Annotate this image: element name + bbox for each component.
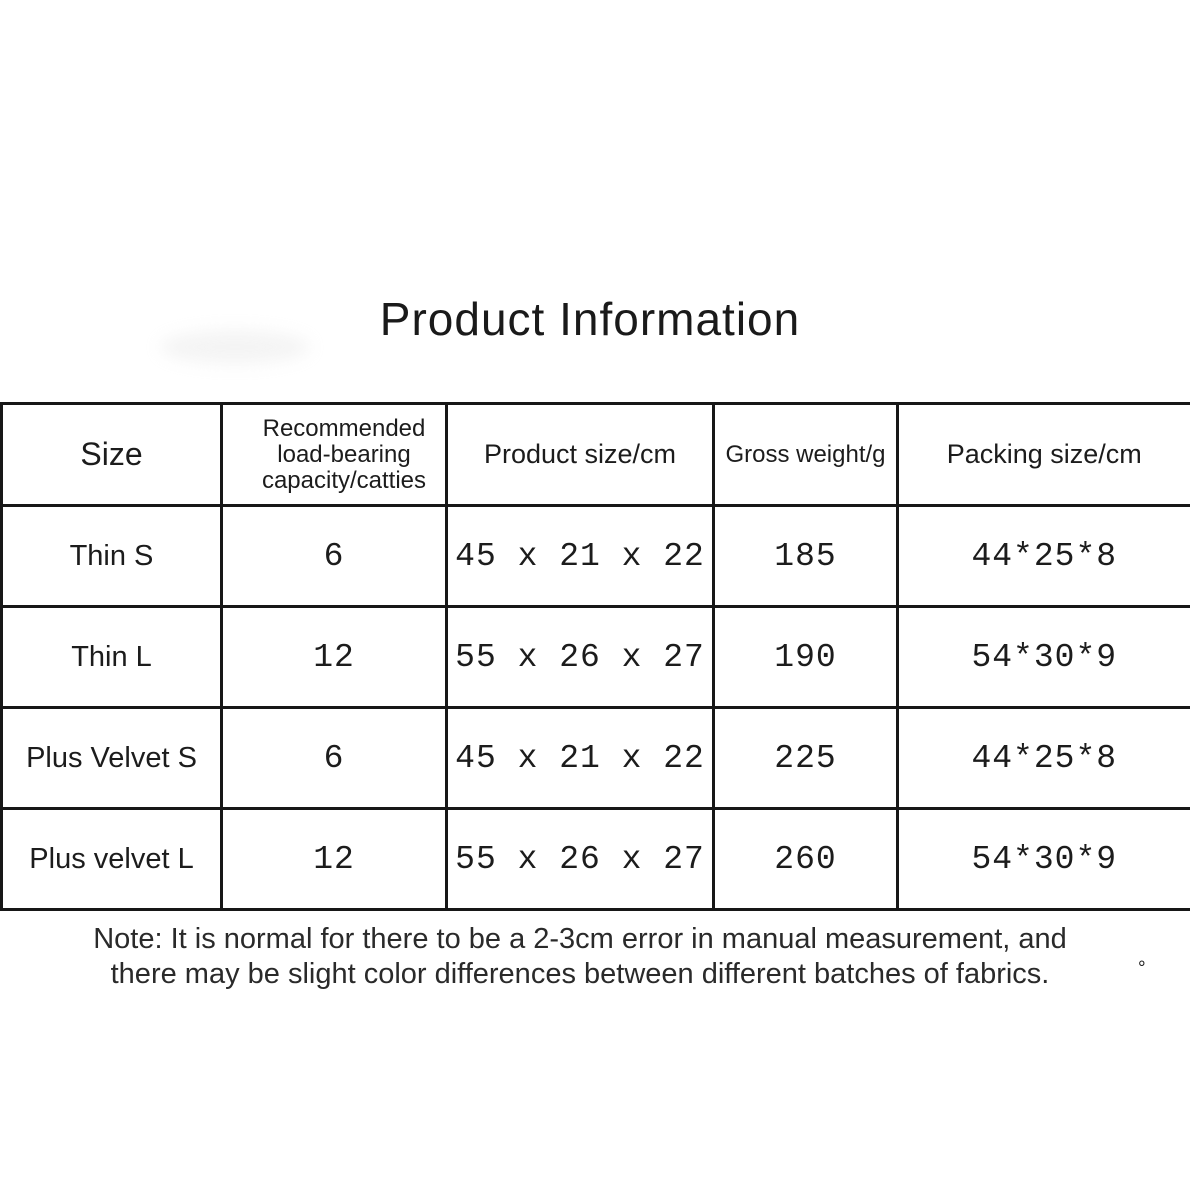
cell-capacity: 6 [222, 708, 447, 809]
cell-packing-size: 44*25*8 [898, 506, 1190, 607]
cell-gross-weight: 260 [714, 809, 898, 910]
page-title: Product Information [379, 293, 801, 345]
cell-size-label: Plus Velvet S [2, 708, 222, 809]
cell-capacity: 6 [222, 506, 447, 607]
cell-size-label: Thin L [2, 607, 222, 708]
cell-packing-size: 54*30*9 [898, 607, 1190, 708]
header-cell-size: Size [2, 404, 222, 506]
cell-size-label: Thin S [2, 506, 222, 607]
measurement-note [10, 922, 1150, 992]
cell-capacity: 12 [222, 607, 447, 708]
table-row-plus-velvet-l [2, 809, 1190, 910]
cell-packing-size: 54*30*9 [898, 809, 1190, 910]
cell-product-size: 45 x 21 x 22 [447, 506, 714, 607]
product-spec-table [0, 402, 1190, 911]
header-cell-product-size: Product size/cm [447, 404, 714, 506]
header-cell-capacity: Recommended load-bearing capacity/catties [222, 404, 447, 506]
table-row-plus-velvet-s [2, 708, 1190, 809]
table-row-thin-s [2, 506, 1190, 607]
cell-product-size: 55 x 26 x 27 [447, 809, 714, 910]
cell-size-label: Plus velvet L [2, 809, 222, 910]
cell-packing-size: 44*25*8 [898, 708, 1190, 809]
table-row-thin-l [2, 607, 1190, 708]
degree-mark: ° [1138, 958, 1146, 979]
note-line-1: Note: It is normal for there to be a 2-3cm error in manual measurement, and [93, 923, 1067, 955]
cell-product-size: 55 x 26 x 27 [447, 607, 714, 708]
header-cell-packing-size: Packing size/cm [898, 404, 1190, 506]
cell-product-size: 45 x 21 x 22 [447, 708, 714, 809]
note-line-2: there may be slight color differences between different batches of fabrics. [110, 958, 1050, 990]
cell-gross-weight: 225 [714, 708, 898, 809]
cell-capacity: 12 [222, 809, 447, 910]
cell-gross-weight: 190 [714, 607, 898, 708]
table-header-row [2, 404, 1190, 506]
header-cell-gross-weight: Gross weight/g [714, 404, 898, 506]
cell-gross-weight: 185 [714, 506, 898, 607]
